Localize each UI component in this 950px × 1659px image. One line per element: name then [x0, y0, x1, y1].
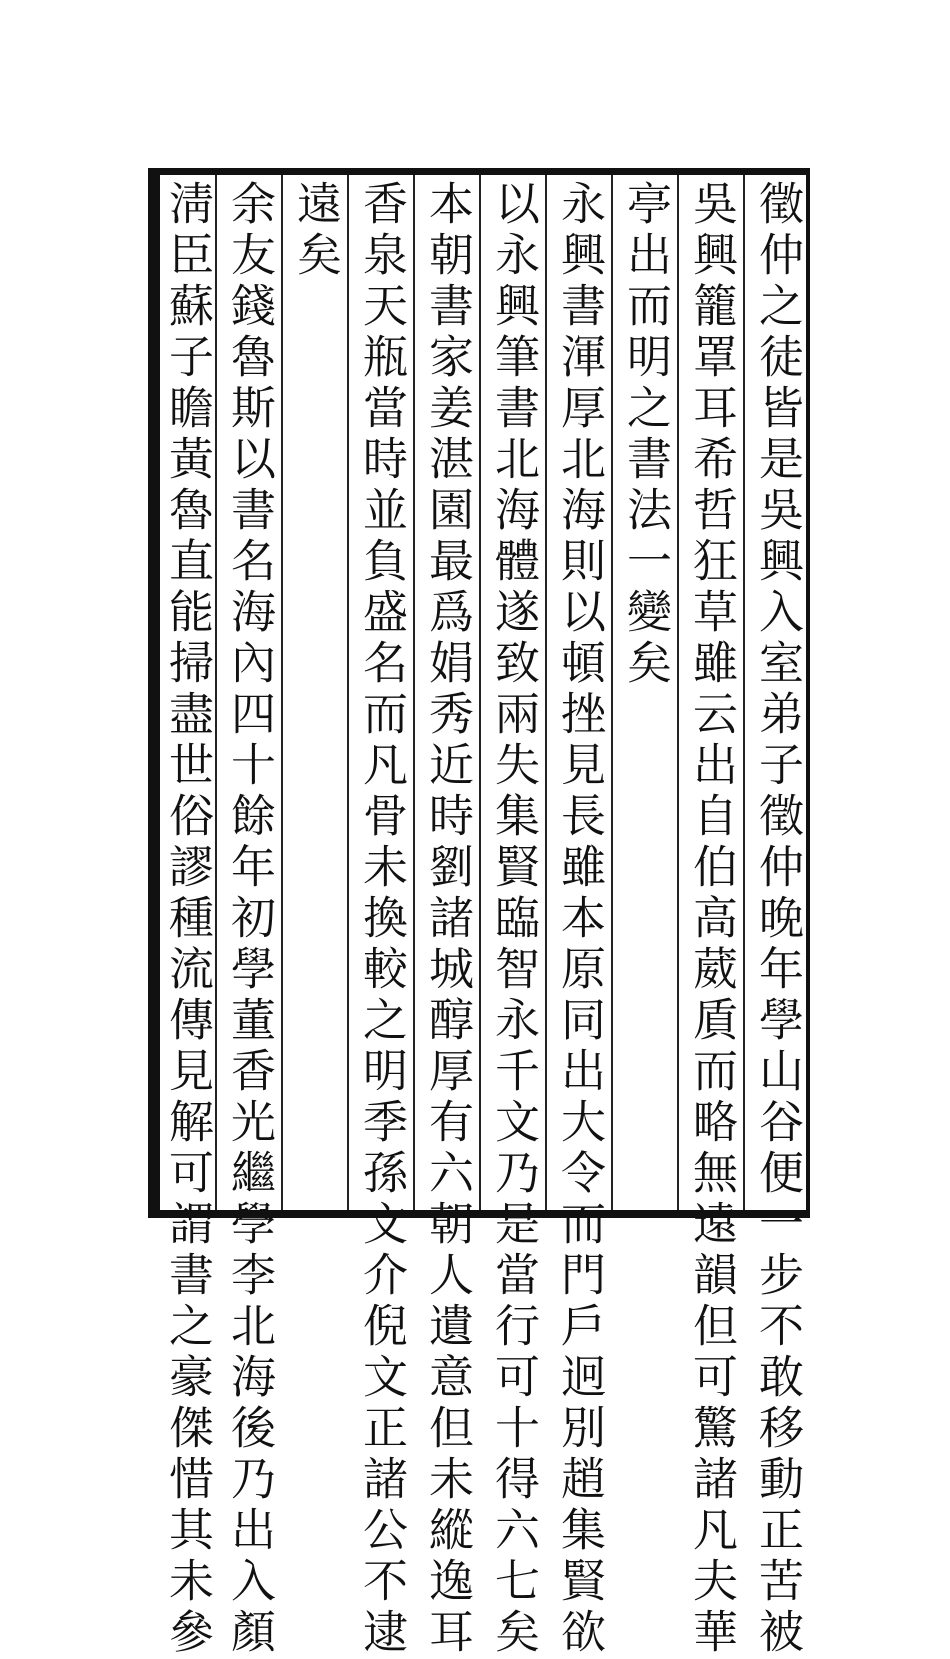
column-text: 亭出而明之書法一變矣 — [619, 180, 672, 690]
text-column-4 — [550, 180, 608, 1659]
column-rule — [611, 175, 613, 1210]
column-text: 淸臣蘇子瞻黃魯直能掃盡世俗謬種流傳見解可謂書之豪傑惜其未參 — [161, 180, 214, 1659]
column-rule — [413, 175, 415, 1210]
column-text: 余友錢魯斯以書名海內四十餘年初學董香光繼學李北海後乃出入顏 — [223, 180, 276, 1659]
column-rule — [281, 175, 283, 1210]
text-column-5 — [484, 180, 542, 1659]
column-text: 以永興筆書北海體遂致兩失集賢臨智永千文乃是當行可十得六七矣 — [487, 180, 540, 1659]
column-text: 吳興籠罩耳希哲狂草雖云出自伯高葳貭而略無遠韻但可驚諸凡夫華 — [685, 180, 738, 1659]
column-rule — [479, 175, 481, 1210]
text-column-3 — [616, 180, 674, 1210]
column-rule — [677, 175, 679, 1210]
column-text: 永興書渾厚北海則以頓挫見長雖本原同出大令而門戶迥別趙集賢欲 — [553, 180, 606, 1659]
text-column-7 — [352, 180, 410, 1659]
column-text: 遠矣 — [289, 180, 342, 282]
column-rule — [347, 175, 349, 1210]
text-column-1 — [748, 180, 806, 1659]
column-rule — [545, 175, 547, 1210]
text-column-6 — [418, 180, 476, 1659]
column-text: 香泉天瓶當時並負盛名而凡骨未換較之明季孫文介倪文正諸公不逮 — [355, 180, 408, 1659]
text-column-2 — [682, 180, 740, 1659]
text-column-9 — [220, 180, 278, 1659]
text-column-10 — [158, 180, 216, 1659]
column-rule — [743, 175, 745, 1210]
text-column-8 — [286, 180, 344, 1210]
column-text: 本朝書家姜湛園最爲娟秀近時劉諸城醇厚有六朝人遺意但未縱逸耳 — [421, 180, 474, 1659]
column-text: 徵仲之徒皆是吳興入室弟子徵仲晚年學山谷便一步不敢移動正苦被 — [751, 180, 804, 1659]
